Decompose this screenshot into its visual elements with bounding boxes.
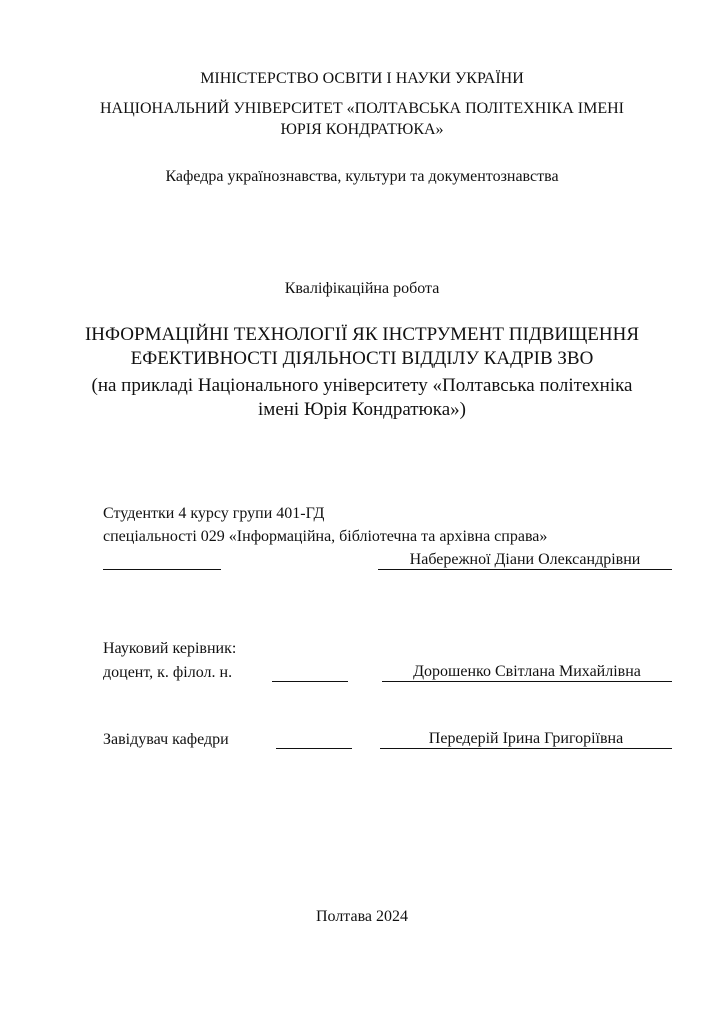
work-title-line1: ІНФОРМАЦІЙНІ ТЕХНОЛОГІЇ ЯК ІНСТРУМЕНТ ПІДВИЩЕННЯ xyxy=(84,324,640,345)
city-year: Полтава 2024 xyxy=(315,908,409,925)
supervisor-title: доцент, к. філол. н. xyxy=(103,664,233,681)
supervisor-signature-line xyxy=(272,663,348,682)
student-specialty: спеціальності 029 «Інформаційна, бібліотечна та архівна справа» xyxy=(103,528,548,545)
head-name: Передерій Ірина Григоріївна xyxy=(380,730,672,749)
work-type: Кваліфікаційна робота xyxy=(284,280,440,297)
student-name: Набережної Діани Олександрівни xyxy=(378,551,672,570)
supervisor-label: Науковий керівник: xyxy=(103,640,237,657)
student-group: Студентки 4 курсу групи 401-ГД xyxy=(103,505,325,522)
university-heading-line2: ЮРІЯ КОНДРАТЮКА» xyxy=(280,121,444,138)
work-title-line3: (на прикладі Національного університету «Полтавська політехніка xyxy=(91,375,633,396)
university-heading-line1: НАЦІОНАЛЬНИЙ УНІВЕРСИТЕТ «ПОЛТАВСЬКА ПОЛІТЕХНІКА ІМЕНІ xyxy=(99,100,625,117)
supervisor-name: Дорошенко Світлана Михайлівна xyxy=(382,663,672,682)
department-heading: Кафедра українознавства, культури та документознавства xyxy=(165,168,559,185)
work-title-line2: ЕФЕКТИВНОСТІ ДІЯЛЬНОСТІ ВІДДІЛУ КАДРІВ ЗВО xyxy=(130,348,594,369)
head-label: Завідувач кафедри xyxy=(103,731,229,748)
head-signature-line xyxy=(276,730,352,749)
ministry-heading: МІНІСТЕРСТВО ОСВІТИ І НАУКИ УКРАЇНИ xyxy=(200,70,524,87)
work-title-line4: імені Юрія Кондратюка») xyxy=(258,399,466,420)
student-signature-line xyxy=(103,551,221,570)
